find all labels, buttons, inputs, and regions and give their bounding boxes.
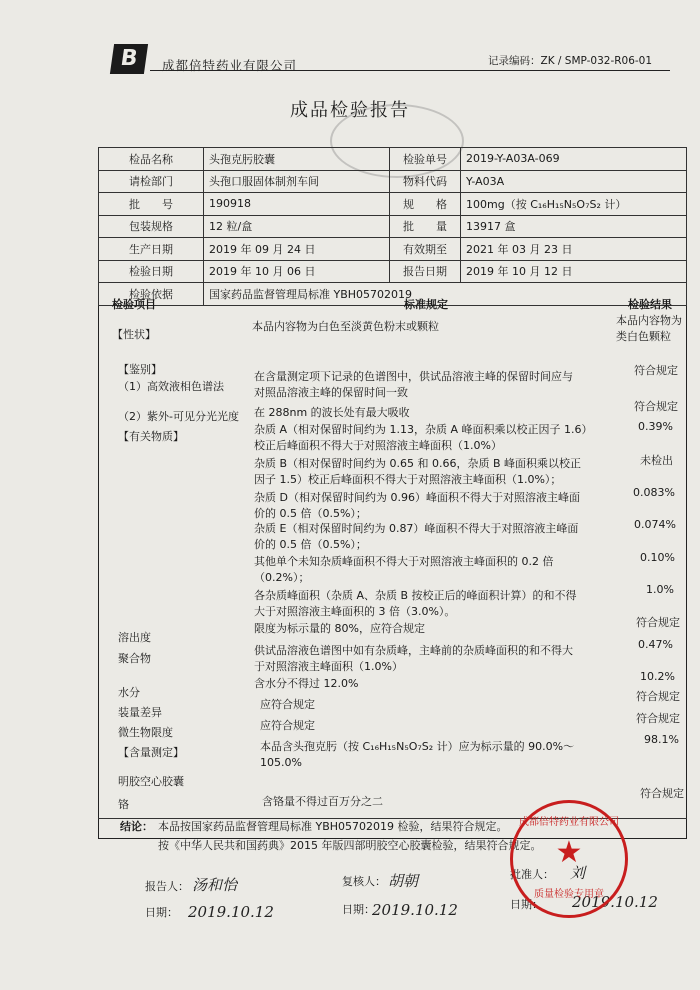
label-prod-date: 生产日期: [99, 238, 204, 261]
res-micro: 符合规定: [636, 712, 680, 725]
item-gelatin-1: 明胶空心胶囊: [118, 775, 184, 788]
approver-signature: 刘: [570, 864, 586, 882]
res-assay: 98.1%: [644, 733, 679, 746]
std-fill: 应符合规定: [260, 698, 315, 711]
value-report-no: 2019-Y-A03A-069: [461, 148, 687, 171]
res-e: 0.074%: [634, 518, 676, 531]
item-uv: （2）紫外-可见分光光度: [118, 410, 239, 423]
std-b-1: 杂质 B（相对保留时间约为 0.65 和 0.66，杂质 B 峰面积乘以校正: [254, 457, 582, 470]
label-dept: 请检部门: [99, 170, 204, 193]
item-character: 【性状】: [112, 328, 156, 341]
std-dissolution: 限度为标示量的 80%，应符合规定: [254, 622, 425, 635]
col-result: 检验结果: [628, 298, 672, 311]
std-d-1: 杂质 D（相对保留时间约为 0.96）峰面积不得大于对照溶液主峰面: [254, 491, 580, 504]
label-qty: 批 量: [390, 215, 461, 238]
item-dissolution: 溶出度: [118, 631, 151, 644]
res-character-2: 类白色颗粒: [616, 330, 671, 343]
std-a-2: 校正后峰面积不得大于对照溶液主峰面积（1.0%）: [254, 439, 502, 452]
value-material-code: Y-A03A: [461, 170, 687, 193]
label-report-date: 报告日期: [390, 260, 461, 283]
res-fill: 符合规定: [636, 690, 680, 703]
label-spec: 规 格: [390, 193, 461, 216]
std-total-1: 各杂质峰面积（杂质 A、杂质 B 按校正后的峰面积计算）的和不得: [254, 589, 577, 602]
std-gelatin: 含铬量不得过百万分之二: [262, 795, 383, 808]
reporter-signature: 汤和怡: [192, 876, 238, 894]
std-single-1: 其他单个未知杂质峰面积不得大于对照溶液主峰面积的 0.2 倍: [254, 555, 554, 568]
label-report-no: 检验单号: [390, 148, 461, 171]
std-a-1: 杂质 A（相对保留时间约为 1.13，杂质 A 峰面积乘以校正因子 1.6）: [254, 423, 593, 436]
value-qty: 13917 盒: [461, 215, 687, 238]
item-assay: 【含量测定】: [118, 746, 184, 759]
seal-top-text: 成都倍特药业有限公司: [519, 817, 619, 828]
value-expiry: 2021 年 03 月 23 日: [461, 238, 687, 261]
std-assay-2: 105.0%: [260, 756, 302, 769]
col-standard: 标准规定: [404, 298, 448, 311]
conclusion-line-2: 按《中华人民共和国药典》2015 年版四部明胶空心胶囊检验，结果符合规定。: [158, 839, 542, 852]
item-gelatin-2: 铬: [118, 798, 129, 811]
std-polymer-1: 供试品溶液色谱图中如有杂质峰，主峰前的杂质峰面积的和不得大: [254, 644, 573, 657]
reporter-date-label: 日期：: [145, 906, 178, 919]
std-polymer-2: 于对照溶液主峰面积（1.0%）: [254, 660, 403, 673]
std-hplc-2: 对照品溶液主峰的保留时间一致: [254, 386, 408, 399]
value-basis: 国家药品监督管理局标准 YBH05702019: [204, 283, 687, 306]
label-basis: 检验依据: [99, 283, 204, 306]
std-total-2: 大于对照溶液主峰面积的 3 倍（3.0%）。: [254, 605, 456, 618]
res-water: 10.2%: [640, 670, 675, 683]
info-table: [98, 147, 687, 306]
company-name: 成都倍特药业有限公司: [162, 58, 298, 73]
std-single-2: （0.2%）；: [254, 571, 310, 584]
quality-inspection-seal: [510, 800, 628, 918]
value-pack: 12 粒/盒: [204, 215, 390, 238]
std-hplc-1: 在含量测定项下记录的色谱图中，供试品溶液主峰的保留时间应与: [254, 370, 573, 383]
report-title: 成品检验报告: [290, 100, 410, 121]
std-character: 本品内容物为白色至淡黄色粉末或颗粒: [252, 320, 439, 333]
item-fill: 装量差异: [118, 706, 162, 719]
std-assay-1: 本品含头孢克肟（按 C₁₆H₁₅N₅O₇S₂ 计）应为标示量的 90.0%～: [260, 740, 575, 753]
std-d-2: 价的 0.5 倍（0.5%）；: [254, 507, 367, 520]
seal-bottom-text: 质量检验专用章: [534, 889, 604, 900]
res-a: 0.39%: [638, 420, 673, 433]
approver-date: 2019.10.12: [572, 893, 658, 911]
res-dissolution: 符合规定: [636, 616, 680, 629]
company-logo: B: [110, 44, 148, 74]
value-batch: 190918: [204, 193, 390, 216]
header-divider: [150, 70, 670, 71]
res-total: 1.0%: [646, 583, 674, 596]
conclusion-label: 结论：: [120, 820, 153, 833]
res-d: 0.083%: [633, 486, 675, 499]
label-batch: 批 号: [99, 193, 204, 216]
item-micro: 微生物限度: [118, 726, 173, 739]
res-uv: 符合规定: [634, 400, 678, 413]
label-test-date: 检验日期: [99, 260, 204, 283]
item-related: 【有关物质】: [118, 430, 184, 443]
reviewer-label: 复核人：: [342, 875, 386, 888]
seal-star-icon: ★: [555, 835, 583, 870]
res-b: 未检出: [640, 454, 673, 467]
res-single: 0.10%: [640, 551, 675, 564]
col-item: 检验项目: [112, 298, 156, 311]
res-hplc: 符合规定: [634, 364, 678, 377]
std-b-2: 因子 1.5）校正后峰面积不得大于对照溶液主峰面积（1.0%）；: [254, 473, 562, 486]
item-water: 水分: [118, 686, 140, 699]
label-pack: 包装规格: [99, 215, 204, 238]
value-report-date: 2019 年 10 月 12 日: [461, 260, 687, 283]
approver-date-label: 日期：: [510, 898, 543, 911]
res-polymer: 0.47%: [638, 638, 673, 651]
record-number: 记录编码：ZK / SMP-032-R06-01: [488, 55, 653, 67]
conclusion-line-1: 本品按国家药品监督管理局标准 YBH05702019 检验，结果符合规定。: [158, 820, 508, 833]
item-polymer: 聚合物: [118, 652, 151, 665]
value-test-date: 2019 年 10 月 06 日: [204, 260, 390, 283]
reviewer-signature: 胡朝: [388, 872, 419, 890]
label-product-name: 检品名称: [99, 148, 204, 171]
std-uv: 在 288nm 的波长处有最大吸收: [254, 406, 410, 419]
res-gelatin: 符合规定: [640, 787, 684, 800]
res-character-1: 本品内容物为: [616, 314, 682, 327]
reviewer-date: 2019.10.12: [372, 901, 458, 919]
value-dept: 头孢口服固体制剂车间: [204, 170, 390, 193]
label-material-code: 物料代码: [390, 170, 461, 193]
value-prod-date: 2019 年 09 月 24 日: [204, 238, 390, 261]
value-product-name: 头孢克肟胶囊: [204, 148, 390, 171]
reviewer-date-label: 日期：: [342, 903, 375, 916]
reporter-date: 2019.10.12: [188, 903, 274, 921]
value-spec: 100mg（按 C₁₆H₁₅N₅O₇S₂ 计）: [461, 193, 687, 216]
label-expiry: 有效期至: [390, 238, 461, 261]
item-hplc: （1）高效液相色谱法: [118, 380, 224, 393]
approver-label: 批准人：: [510, 868, 554, 881]
std-water: 含水分不得过 12.0%: [254, 677, 359, 690]
item-ident: 【鉴别】: [118, 363, 162, 376]
std-e-1: 杂质 E（相对保留时间约为 0.87）峰面积不得大于对照溶液主峰面: [254, 522, 579, 535]
std-micro: 应符合规定: [260, 719, 315, 732]
std-e-2: 价的 0.5 倍（0.5%）；: [254, 538, 367, 551]
reporter-label: 报告人：: [145, 880, 189, 893]
